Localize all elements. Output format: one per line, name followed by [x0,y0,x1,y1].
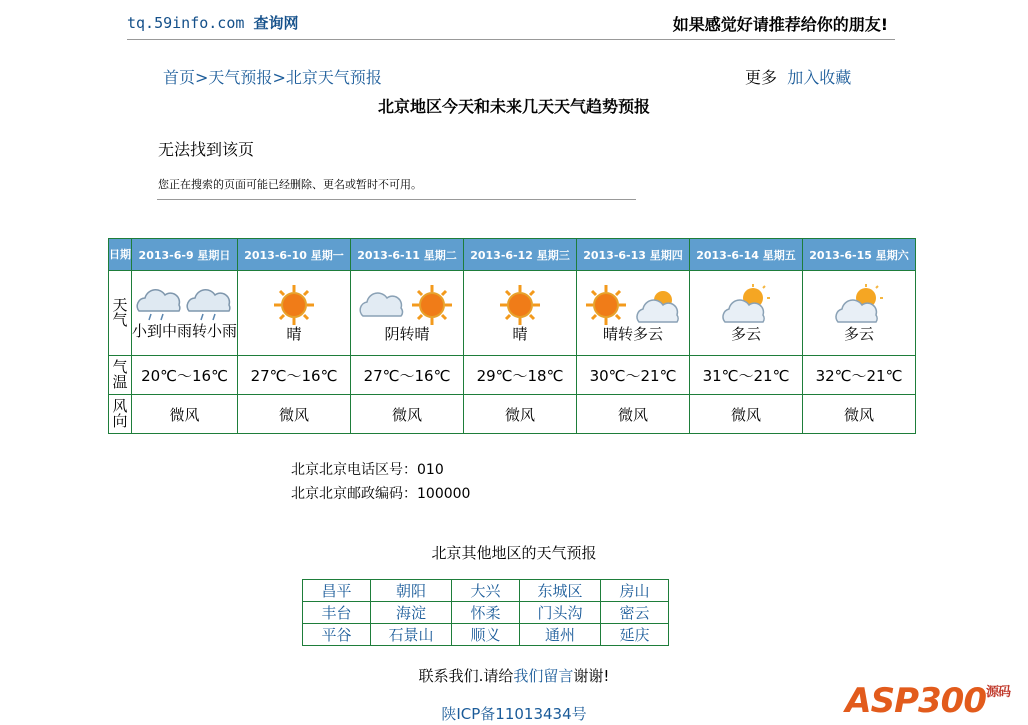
watermark-sub: 源码 [985,685,1010,700]
leave-message-link[interactable]: 我们留言 [513,667,574,685]
area-link[interactable]: 平谷 [303,624,371,646]
other-areas-title: 北京其他地区的天气预报 [431,544,597,562]
forecast-weather-cell [577,271,690,356]
forecast-temp: 27℃～16℃ [238,356,351,395]
forecast-date-row [109,239,916,271]
rain-cloud-icon [133,287,237,323]
forecast-temp: 31℃～21℃ [690,356,803,395]
forecast-date: 2013-6-10 星期一 [238,239,351,271]
area-link[interactable]: 朝阳 [371,580,452,602]
row-label-wind: 风向 [109,395,132,434]
forecast-temp: 30℃～21℃ [577,356,690,395]
forecast-weather-cell [690,271,803,356]
area-link[interactable]: 房山 [601,580,669,602]
breadcrumb [163,65,382,88]
area-link[interactable]: 东城区 [520,580,601,602]
forecast-date: 2013-6-13 星期四 [577,239,690,271]
sun-icon [271,284,317,326]
breadcrumb-separator: > [195,68,209,87]
breadcrumb-beijing[interactable]: 北京天气预报 [285,68,382,87]
contact-prefix: 联系我们.请给 [418,667,514,685]
forecast-table [108,238,916,434]
area-link[interactable]: 丰台 [303,602,371,624]
forecast-temp-row [109,356,916,395]
area-link[interactable]: 大兴 [452,580,520,602]
header-divider [127,39,895,40]
forecast-wind: 微风 [577,395,690,434]
more-link[interactable]: 更多 [745,68,778,87]
sun-icon [497,284,543,326]
forecast-date: 2013-6-12 星期三 [464,239,577,271]
site-logo[interactable] [127,12,298,33]
forecast-date: 2013-6-9 星期日 [132,239,238,271]
forecast-condition: 晴 [286,324,302,343]
area-link[interactable]: 海淀 [371,602,452,624]
error-divider [157,199,636,200]
error-text: 您正在搜索的页面可能已经删除、更名或暂时不可用。 [158,178,422,191]
watermark-text: ASP300 [845,681,986,721]
area-link[interactable]: 延庆 [601,624,669,646]
area-link[interactable]: 顺义 [452,624,520,646]
forecast-condition: 阴转晴 [384,324,430,343]
forecast-date: 2013-6-14 星期五 [690,239,803,271]
partly-cloudy-icon [719,284,773,326]
partly-cloudy-icon [583,284,683,326]
forecast-condition: 晴转多云 [602,324,663,343]
recommend-text: 如果感觉好请推荐给你的朋友! [672,15,888,34]
row-label-temp: 气温 [109,356,132,395]
forecast-condition: 小到中雨转小雨 [132,321,238,340]
forecast-wind: 微风 [690,395,803,434]
table-row [303,580,669,602]
watermark-logo [845,681,1010,721]
forecast-wind: 微风 [132,395,238,434]
forecast-wind-row [109,395,916,434]
forecast-date: 2013-6-15 星期六 [803,239,916,271]
site-domain: tq.59info.com [127,14,245,32]
forecast-wind: 微风 [351,395,464,434]
row-label-weather: 天气 [109,271,132,356]
row-label-date: 日期 [109,239,132,271]
forecast-condition: 多云 [843,324,874,343]
area-link[interactable]: 通州 [520,624,601,646]
forecast-weather-cell [351,271,464,356]
site-name: 查询网 [253,14,299,32]
forecast-weather-cell [464,271,577,356]
forecast-condition: 多云 [730,324,761,343]
forecast-weather-row [109,271,916,356]
forecast-temp: 29℃～18℃ [464,356,577,395]
error-heading: 无法找到该页 [158,140,255,159]
breadcrumb-weather[interactable]: 天气预报 [208,68,273,87]
breadcrumb-home[interactable]: 首页 [163,68,196,87]
forecast-condition: 晴 [512,324,528,343]
area-link[interactable]: 昌平 [303,580,371,602]
top-links [745,65,851,88]
table-row [303,602,669,624]
forecast-weather-cell [132,271,238,356]
forecast-wind: 微风 [238,395,351,434]
breadcrumb-separator: > [272,68,286,87]
contact-suffix: 谢谢! [573,667,610,685]
forecast-weather-cell [803,271,916,356]
forecast-wind: 微风 [464,395,577,434]
icp-number[interactable]: 陕ICP备11013434号 [441,705,587,723]
add-favorite-link[interactable]: 加入收藏 [787,68,852,87]
area-postal-code: 北京北京邮政编码：100000 [291,486,471,502]
area-link[interactable]: 门头沟 [520,602,601,624]
forecast-date: 2013-6-11 星期二 [351,239,464,271]
page-title: 北京地区今天和未来几天天气趋势预报 [377,97,650,116]
forecast-weather-cell [238,271,351,356]
partly-cloudy-icon [832,284,886,326]
forecast-temp: 32℃～21℃ [803,356,916,395]
area-phone-code: 北京北京电话区号：010 [291,462,444,478]
forecast-temp: 20℃～16℃ [132,356,238,395]
area-link[interactable]: 怀柔 [452,602,520,624]
table-row [303,624,669,646]
other-areas-table [302,579,669,646]
area-link[interactable]: 石景山 [371,624,452,646]
forecast-wind: 微风 [803,395,916,434]
forecast-temp: 27℃～16℃ [351,356,464,395]
cloud-icon [357,284,457,326]
area-link[interactable]: 密云 [601,602,669,624]
